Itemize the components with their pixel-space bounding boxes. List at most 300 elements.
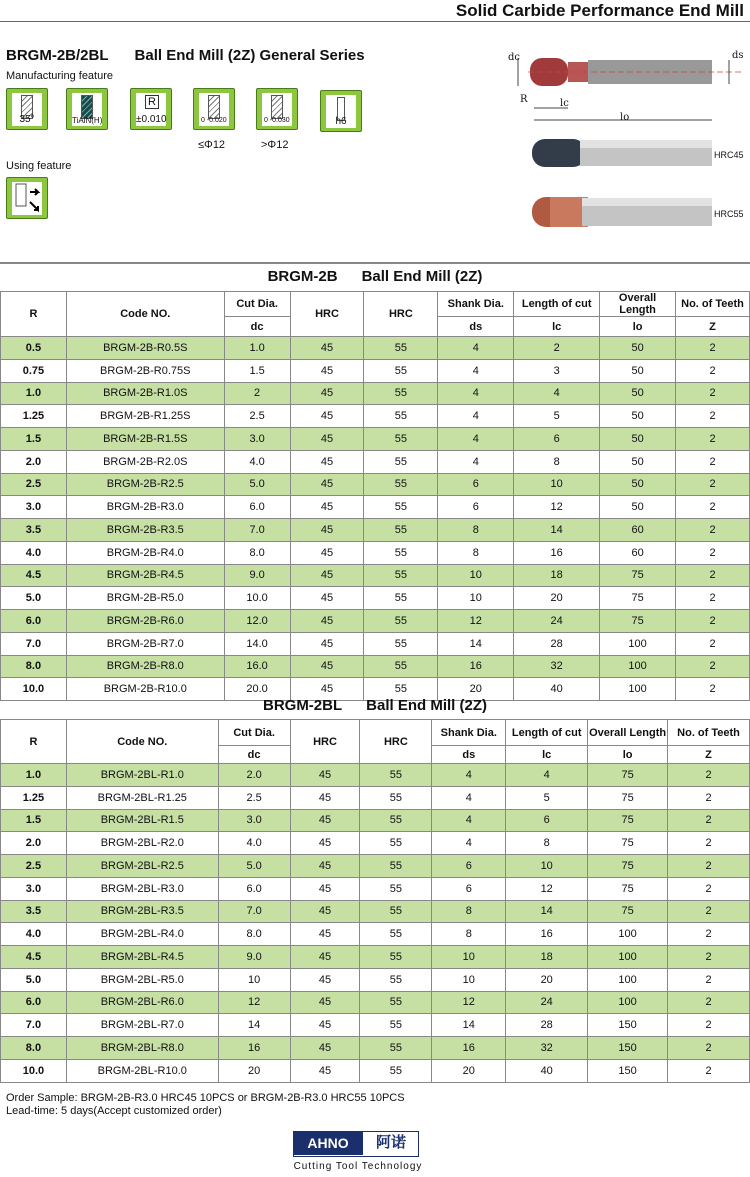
table-cell: BRGM-2BL-R1.0 bbox=[66, 764, 218, 787]
table-cell: 14 bbox=[218, 1014, 290, 1037]
table-cell: 75 bbox=[588, 855, 668, 878]
table-cell: 1.0 bbox=[224, 337, 290, 360]
table-cell: 45 bbox=[290, 678, 364, 701]
table-cell: 6 bbox=[438, 473, 514, 496]
table-cell: 10 bbox=[438, 564, 514, 587]
table1-title: BRGM-2B Ball End Mill (2Z) bbox=[267, 268, 483, 285]
table-cell: BRGM-2B-R4.5 bbox=[66, 564, 224, 587]
table-cell: 2 bbox=[676, 496, 750, 519]
table-cell: 150 bbox=[588, 1014, 668, 1037]
table-cell: 45 bbox=[290, 359, 364, 382]
table-cell: 45 bbox=[290, 809, 360, 832]
table-row bbox=[1, 946, 750, 969]
table-cell: 7.0 bbox=[1, 632, 67, 655]
table-cell: 100 bbox=[588, 946, 668, 969]
table-cell: 55 bbox=[360, 832, 432, 855]
coating-icon: TiAlN(H) bbox=[66, 88, 108, 130]
table-cell: 2 bbox=[668, 877, 750, 900]
table-cell: 100 bbox=[588, 991, 668, 1014]
table-cell: 4 bbox=[438, 450, 514, 473]
sub-label-le12: ≤Φ12 bbox=[198, 139, 226, 151]
table-cell: 4 bbox=[514, 382, 600, 405]
table-cell: 10 bbox=[506, 855, 588, 878]
end-mill-diagram bbox=[504, 40, 748, 135]
table-row bbox=[1, 968, 750, 991]
table-cell: 55 bbox=[360, 1014, 432, 1037]
table-cell: 45 bbox=[290, 496, 364, 519]
table-cell: 100 bbox=[600, 678, 676, 701]
table-cell: 6.0 bbox=[224, 496, 290, 519]
table-brgm-2b: R Code NO. Cut Dia. HRC HRC Shank Dia. Length of cut Overall Length No. of Teeth dc ds lc lo Z 0.5 BRGM-2B-R0.5S 1.0 45 55 4 2 50 2 0.75 BRGM-2B-R0.75S 1.5 45 55 4 3 50 2 1.0 BRGM-2B-R1.0S 2 45 55 4 4 50 2 1.25 BRGM-2B-R1.25S 2.5 45 55 4 5 50 2 1.5 BRGM-2B-R1.5S 3.0 45 55 4 6 50 2 2.0 BRGM-2B-R2.0S 4.0 45 55 4 8 50 2 2.5 BRGM-2B-R2.5 5.0 45 55 6 10 50 2 3.0 BRGM-2B-R3.0 6.0 45 55 6 12 50 2 3.5 BRGM-2B-R3.5 7.0 45 55 8 14 60 2 4.0 BRGM-2B-R4.0 8.0 45 55 8 16 60 2 4.5 BRGM-2B-R4.5 9.0 45 55 10 18 75 2 5.0 BRGM-2B-R5.0 10.0 45 55 10 20 75 2 6.0 BRGM-2B-R6.0 12.0 45 55 12 24 75 2 7.0 BRGM-2B-R7.0 14.0 45 55 14 28 100 2 8.0 BRGM-2B-R8.0 16.0 45 55 16 32 100 2 10.0 BRGM-2B-R10.0 20.0 45 55 20 40 100 2 bbox=[0, 291, 750, 701]
manufacturing-label: Manufacturing feature bbox=[6, 70, 114, 82]
table-cell: 4 bbox=[432, 764, 506, 787]
table-row bbox=[1, 832, 750, 855]
table-row bbox=[1, 786, 750, 809]
page-header bbox=[0, 0, 750, 22]
table-cell: 2 bbox=[224, 382, 290, 405]
table-cell: 55 bbox=[364, 564, 438, 587]
table-cell: 2 bbox=[668, 1014, 750, 1037]
table-cell: 9.0 bbox=[218, 946, 290, 969]
table-row bbox=[1, 1014, 750, 1037]
table-cell: 5 bbox=[514, 405, 600, 428]
table-cell: 1.5 bbox=[224, 359, 290, 382]
table-cell: 16 bbox=[506, 923, 588, 946]
table-cell: 75 bbox=[600, 587, 676, 610]
table-cell: BRGM-2BL-R6.0 bbox=[66, 991, 218, 1014]
table-cell: BRGM-2BL-R3.0 bbox=[66, 877, 218, 900]
table-cell: 5.0 bbox=[1, 587, 67, 610]
table-cell: 4 bbox=[506, 764, 588, 787]
table-cell: 45 bbox=[290, 786, 360, 809]
table-cell: 2.0 bbox=[1, 450, 67, 473]
table-row bbox=[1, 764, 750, 787]
table-cell: 20 bbox=[514, 587, 600, 610]
table-cell: 150 bbox=[588, 1037, 668, 1060]
table-cell: 55 bbox=[364, 610, 438, 633]
table-cell: BRGM-2BL-R2.0 bbox=[66, 832, 218, 855]
section-divider bbox=[0, 262, 750, 264]
table2-title: BRGM-2BL Ball End Mill (2Z) bbox=[262, 697, 487, 714]
table-cell: 2.0 bbox=[218, 764, 290, 787]
table-row bbox=[1, 564, 750, 587]
table-cell: 10 bbox=[438, 587, 514, 610]
table-cell: BRGM-2BL-R1.5 bbox=[66, 809, 218, 832]
table-cell: 8.0 bbox=[1, 1037, 67, 1060]
table-cell: 4.0 bbox=[218, 832, 290, 855]
table-cell: 55 bbox=[360, 786, 432, 809]
table-cell: 3.0 bbox=[1, 496, 67, 519]
table-cell: 14 bbox=[438, 632, 514, 655]
series-title bbox=[6, 47, 391, 64]
table-row bbox=[1, 991, 750, 1014]
hrc55-label: HRC55 bbox=[714, 209, 744, 219]
dim-lo: lo bbox=[620, 112, 630, 123]
table-cell: 5.0 bbox=[218, 855, 290, 878]
table-cell: 55 bbox=[360, 923, 432, 946]
table-cell: 14.0 bbox=[224, 632, 290, 655]
table-cell: 55 bbox=[360, 809, 432, 832]
table-cell: 2 bbox=[676, 473, 750, 496]
table-cell: 45 bbox=[290, 1059, 360, 1082]
logo-en: AHNO bbox=[293, 1131, 363, 1155]
table-cell: 2 bbox=[668, 991, 750, 1014]
table-cell: BRGM-2B-R5.0 bbox=[66, 587, 224, 610]
table-cell: 55 bbox=[364, 655, 438, 678]
table-cell: 20 bbox=[506, 968, 588, 991]
table-cell: 20.0 bbox=[224, 678, 290, 701]
table-cell: 75 bbox=[588, 786, 668, 809]
table-cell: BRGM-2B-R3.0 bbox=[66, 496, 224, 519]
table-row bbox=[1, 587, 750, 610]
table-cell: 45 bbox=[290, 900, 360, 923]
table-cell: 7.0 bbox=[218, 900, 290, 923]
table-cell: 2 bbox=[676, 405, 750, 428]
dim-r: R bbox=[520, 94, 528, 105]
table-cell: 55 bbox=[364, 587, 438, 610]
table-cell: 50 bbox=[600, 496, 676, 519]
table-cell: BRGM-2BL-R2.5 bbox=[66, 855, 218, 878]
table-cell: 2 bbox=[514, 337, 600, 360]
table-cell: 10 bbox=[432, 968, 506, 991]
table-cell: BRGM-2B-R0.75S bbox=[66, 359, 224, 382]
table-cell: 75 bbox=[588, 832, 668, 855]
table-cell: 45 bbox=[290, 1014, 360, 1037]
table-row bbox=[1, 1037, 750, 1060]
table-cell: 45 bbox=[290, 405, 364, 428]
table-cell: 50 bbox=[600, 450, 676, 473]
table-cell: 2 bbox=[668, 1037, 750, 1060]
table-cell: 45 bbox=[290, 564, 364, 587]
using-label: Using feature bbox=[6, 160, 72, 172]
table-row bbox=[1, 610, 750, 633]
hrc45-label: HRC45 bbox=[714, 150, 744, 160]
table-cell: 3.0 bbox=[224, 428, 290, 451]
table-cell: BRGM-2B-R0.5S bbox=[66, 337, 224, 360]
table-cell: 60 bbox=[600, 519, 676, 542]
table-cell: 45 bbox=[290, 587, 364, 610]
table-cell: BRGM-2BL-R4.0 bbox=[66, 923, 218, 946]
table-cell: 10 bbox=[218, 968, 290, 991]
table-cell: 10.0 bbox=[1, 1059, 67, 1082]
table-row bbox=[1, 855, 750, 878]
table-cell: BRGM-2B-R1.0S bbox=[66, 382, 224, 405]
table-cell: 6 bbox=[432, 855, 506, 878]
table-cell: 40 bbox=[514, 678, 600, 701]
table-cell: BRGM-2B-R10.0 bbox=[66, 678, 224, 701]
table-cell: 150 bbox=[588, 1059, 668, 1082]
table-cell: 10.0 bbox=[1, 678, 67, 701]
table-cell: 45 bbox=[290, 382, 364, 405]
table-row bbox=[1, 496, 750, 519]
table-cell: 2.0 bbox=[1, 832, 67, 855]
table-cell: 55 bbox=[364, 519, 438, 542]
table-row bbox=[1, 519, 750, 542]
table-cell: BRGM-2B-R3.5 bbox=[66, 519, 224, 542]
table-cell: 55 bbox=[364, 450, 438, 473]
table-cell: 1.25 bbox=[1, 405, 67, 428]
table-cell: 20 bbox=[438, 678, 514, 701]
table-cell: 24 bbox=[506, 991, 588, 1014]
table-cell: 5.0 bbox=[1, 968, 67, 991]
table-cell: 2 bbox=[676, 587, 750, 610]
table-cell: 5 bbox=[506, 786, 588, 809]
table-cell: 45 bbox=[290, 632, 364, 655]
table-cell: 16 bbox=[218, 1037, 290, 1060]
table-cell: 2 bbox=[668, 832, 750, 855]
table-cell: 28 bbox=[514, 632, 600, 655]
table-cell: 12 bbox=[438, 610, 514, 633]
table-cell: 16.0 bbox=[224, 655, 290, 678]
table-cell: 16 bbox=[432, 1037, 506, 1060]
table-cell: 2 bbox=[676, 564, 750, 587]
table-cell: BRGM-2B-R1.25S bbox=[66, 405, 224, 428]
table-cell: 45 bbox=[290, 923, 360, 946]
table-cell: 4 bbox=[432, 809, 506, 832]
table-cell: 2 bbox=[668, 855, 750, 878]
table-cell: 1.0 bbox=[1, 764, 67, 787]
table-cell: 2 bbox=[676, 359, 750, 382]
table-cell: 32 bbox=[506, 1037, 588, 1060]
table-cell: BRGM-2B-R8.0 bbox=[66, 655, 224, 678]
table-cell: BRGM-2B-R2.5 bbox=[66, 473, 224, 496]
table-cell: 2 bbox=[668, 764, 750, 787]
table-cell: 4.5 bbox=[1, 946, 67, 969]
table-row bbox=[1, 655, 750, 678]
table-cell: 2.5 bbox=[1, 473, 67, 496]
table-cell: 10.0 bbox=[224, 587, 290, 610]
table-cell: 7.0 bbox=[1, 1014, 67, 1037]
table-cell: 8.0 bbox=[218, 923, 290, 946]
table-cell: 45 bbox=[290, 968, 360, 991]
table-row bbox=[1, 473, 750, 496]
table-cell: 45 bbox=[290, 877, 360, 900]
table-cell: 4 bbox=[432, 786, 506, 809]
table-cell: 7.0 bbox=[224, 519, 290, 542]
table-cell: 75 bbox=[588, 900, 668, 923]
table-cell: 45 bbox=[290, 428, 364, 451]
table-cell: 0.75 bbox=[1, 359, 67, 382]
table-cell: 1.5 bbox=[1, 428, 67, 451]
table-cell: BRGM-2B-R7.0 bbox=[66, 632, 224, 655]
table-cell: 4.0 bbox=[224, 450, 290, 473]
table-cell: 2 bbox=[668, 786, 750, 809]
table-cell: BRGM-2BL-R4.5 bbox=[66, 946, 218, 969]
table-cell: 75 bbox=[588, 809, 668, 832]
table-row bbox=[1, 405, 750, 428]
table-brgm-2bl: R Code NO. Cut Dia. HRC HRC Shank Dia. Length of cut Overall Length No. of Teeth dc ds lc lo Z 1.0 BRGM-2BL-R1.0 2.0 45 55 4 4 75 2 1.25 BRGM-2BL-R1.25 2.5 45 55 4 5 75 2 1.5 BRGM-2BL-R1.5 3.0 45 55 4 6 75 2 2.0 BRGM-2BL-R2.0 4.0 45 55 4 8 75 2 2.5 BRGM-2BL-R2.5 5.0 45 55 6 10 75 2 3.0 BRGM-2BL-R3.0 6.0 45 55 6 12 75 2 3.5 BRGM-2BL-R3.5 7.0 45 55 8 14 75 2 4.0 BRGM-2BL-R4.0 8.0 45 55 8 16 100 2 4.5 BRGM-2BL-R4.5 9.0 45 55 10 18 100 2 5.0 BRGM-2BL-R5.0 10 45 55 10 20 100 2 6.0 BRGM-2BL-R6.0 12 45 55 12 24 100 2 7.0 BRGM-2BL-R7.0 14 45 55 14 28 150 2 8.0 BRGM-2BL-R8.0 16 45 55 16 32 150 2 10.0 BRGM-2BL-R10.0 20 45 55 20 40 150 2 bbox=[0, 719, 750, 1083]
table-cell: 10 bbox=[432, 946, 506, 969]
table-cell: 45 bbox=[290, 519, 364, 542]
table-cell: BRGM-2BL-R8.0 bbox=[66, 1037, 218, 1060]
table-cell: 75 bbox=[588, 877, 668, 900]
table-cell: 50 bbox=[600, 428, 676, 451]
table-row bbox=[1, 359, 750, 382]
table-cell: 0.5 bbox=[1, 337, 67, 360]
table-row bbox=[1, 337, 750, 360]
table-cell: 2 bbox=[668, 809, 750, 832]
table-cell: 45 bbox=[290, 764, 360, 787]
diameter-tolerance-020-icon: 0 -0.020 bbox=[193, 88, 235, 130]
table-cell: 45 bbox=[290, 655, 364, 678]
table-cell: 2 bbox=[676, 382, 750, 405]
table-cell: 8.0 bbox=[224, 541, 290, 564]
page-title: Solid Carbide Performance End Mill bbox=[455, 1, 744, 20]
table-cell: 6.0 bbox=[1, 610, 67, 633]
table-cell: 45 bbox=[290, 337, 364, 360]
table-cell: 6 bbox=[514, 428, 600, 451]
shank-h6-icon: h6 bbox=[320, 90, 362, 132]
table-cell: 18 bbox=[506, 946, 588, 969]
table-cell: 40 bbox=[506, 1059, 588, 1082]
table-cell: 2 bbox=[668, 946, 750, 969]
table-cell: 8 bbox=[506, 832, 588, 855]
table-cell: 45 bbox=[290, 991, 360, 1014]
series-name: Ball End Mill (2Z) General Series bbox=[134, 47, 365, 64]
table-cell: 14 bbox=[514, 519, 600, 542]
table-cell: 55 bbox=[364, 632, 438, 655]
table-cell: 6 bbox=[438, 496, 514, 519]
table-cell: 4 bbox=[432, 832, 506, 855]
order-sample: Order Sample: BRGM-2B-R3.0 HRC45 10PCS or BRGM-2B-R3.0 HRC55 10PCS bbox=[6, 1092, 405, 1104]
table-cell: 12 bbox=[506, 877, 588, 900]
table-cell: 55 bbox=[360, 946, 432, 969]
series-code: BRGM-2B/2BL bbox=[6, 47, 109, 64]
table-cell: 16 bbox=[438, 655, 514, 678]
table-cell: 3.5 bbox=[1, 900, 67, 923]
table-cell: 2 bbox=[676, 450, 750, 473]
table-cell: 14 bbox=[432, 1014, 506, 1037]
table-cell: 55 bbox=[360, 968, 432, 991]
table-cell: 28 bbox=[506, 1014, 588, 1037]
table-cell: 8 bbox=[438, 541, 514, 564]
table-cell: 24 bbox=[514, 610, 600, 633]
dim-dc: dc bbox=[508, 52, 521, 63]
table-cell: 100 bbox=[600, 655, 676, 678]
table-cell: 12 bbox=[514, 496, 600, 519]
table-cell: 8 bbox=[432, 900, 506, 923]
table-cell: 55 bbox=[360, 1037, 432, 1060]
table-cell: 20 bbox=[432, 1059, 506, 1082]
table-cell: 2.5 bbox=[1, 855, 67, 878]
side-milling-icon bbox=[6, 177, 48, 219]
table-cell: 45 bbox=[290, 1037, 360, 1060]
table-cell: 75 bbox=[600, 610, 676, 633]
table-cell: 8 bbox=[432, 923, 506, 946]
table-cell: 55 bbox=[364, 337, 438, 360]
table-cell: 32 bbox=[514, 655, 600, 678]
table-cell: 50 bbox=[600, 405, 676, 428]
table-cell: 3 bbox=[514, 359, 600, 382]
table-cell: 8 bbox=[438, 519, 514, 542]
table-cell: 2 bbox=[668, 900, 750, 923]
helix-angle-icon: 35° bbox=[6, 88, 48, 130]
table-cell: 55 bbox=[364, 405, 438, 428]
table-cell: 75 bbox=[600, 564, 676, 587]
table-cell: BRGM-2BL-R3.5 bbox=[66, 900, 218, 923]
mill-hrc55-image bbox=[532, 194, 712, 230]
table-cell: BRGM-2BL-R5.0 bbox=[66, 968, 218, 991]
table-cell: 12.0 bbox=[224, 610, 290, 633]
table-cell: 4 bbox=[438, 382, 514, 405]
table-cell: 6.0 bbox=[1, 991, 67, 1014]
table-cell: 8 bbox=[514, 450, 600, 473]
table-cell: 2 bbox=[668, 923, 750, 946]
table-cell: 100 bbox=[588, 923, 668, 946]
table-cell: 55 bbox=[360, 877, 432, 900]
table-cell: 5.0 bbox=[224, 473, 290, 496]
table-cell: 3.5 bbox=[1, 519, 67, 542]
table-cell: 6 bbox=[432, 877, 506, 900]
table-cell: 60 bbox=[600, 541, 676, 564]
table-cell: 55 bbox=[360, 855, 432, 878]
table-cell: 4 bbox=[438, 428, 514, 451]
logo-tagline: Cutting Tool Technology bbox=[293, 1161, 423, 1172]
radius-tolerance-icon: R ±0.010 bbox=[130, 88, 172, 130]
table-cell: 2 bbox=[676, 519, 750, 542]
table-cell: 55 bbox=[360, 764, 432, 787]
table-cell: 3.0 bbox=[218, 809, 290, 832]
table-cell: 55 bbox=[364, 678, 438, 701]
table-cell: 50 bbox=[600, 337, 676, 360]
table-cell: BRGM-2BL-R10.0 bbox=[66, 1059, 218, 1082]
table-cell: 10 bbox=[514, 473, 600, 496]
table-cell: 12 bbox=[432, 991, 506, 1014]
table-cell: 1.5 bbox=[1, 809, 67, 832]
sub-label-gt12: >Φ12 bbox=[261, 139, 289, 151]
table-cell: 6 bbox=[506, 809, 588, 832]
table-row bbox=[1, 900, 750, 923]
table-cell: BRGM-2B-R6.0 bbox=[66, 610, 224, 633]
table-cell: 55 bbox=[364, 359, 438, 382]
table-cell: 4 bbox=[438, 337, 514, 360]
table-cell: 3.0 bbox=[1, 877, 67, 900]
table-cell: 45 bbox=[290, 473, 364, 496]
table-cell: 2.5 bbox=[218, 786, 290, 809]
table-cell: 4.0 bbox=[1, 923, 67, 946]
table-row bbox=[1, 877, 750, 900]
table-cell: 50 bbox=[600, 473, 676, 496]
table-cell: 50 bbox=[600, 382, 676, 405]
table-cell: 100 bbox=[600, 632, 676, 655]
table-row bbox=[1, 923, 750, 946]
table-cell: 4 bbox=[438, 405, 514, 428]
table-row bbox=[1, 428, 750, 451]
table-cell: 6.0 bbox=[218, 877, 290, 900]
table-cell: 2 bbox=[668, 1059, 750, 1082]
table-cell: 2 bbox=[676, 632, 750, 655]
table-cell: 2 bbox=[676, 428, 750, 451]
table-cell: 2 bbox=[676, 655, 750, 678]
table-cell: 55 bbox=[364, 382, 438, 405]
table-cell: BRGM-2B-R2.0S bbox=[66, 450, 224, 473]
table-cell: 20 bbox=[218, 1059, 290, 1082]
table-cell: 45 bbox=[290, 450, 364, 473]
dim-ds: ds bbox=[732, 50, 744, 61]
table-cell: 16 bbox=[514, 541, 600, 564]
lead-time: Lead-time: 5 days(Accept customized order) bbox=[6, 1105, 222, 1117]
table-cell: 45 bbox=[290, 541, 364, 564]
table-cell: 18 bbox=[514, 564, 600, 587]
dim-lc: lc bbox=[560, 98, 569, 109]
table-row bbox=[1, 382, 750, 405]
table-cell: 2 bbox=[676, 610, 750, 633]
table-cell: 4.5 bbox=[1, 564, 67, 587]
table-cell: 55 bbox=[360, 991, 432, 1014]
table-cell: BRGM-2BL-R1.25 bbox=[66, 786, 218, 809]
table-cell: BRGM-2B-R4.0 bbox=[66, 541, 224, 564]
table-cell: 9.0 bbox=[224, 564, 290, 587]
